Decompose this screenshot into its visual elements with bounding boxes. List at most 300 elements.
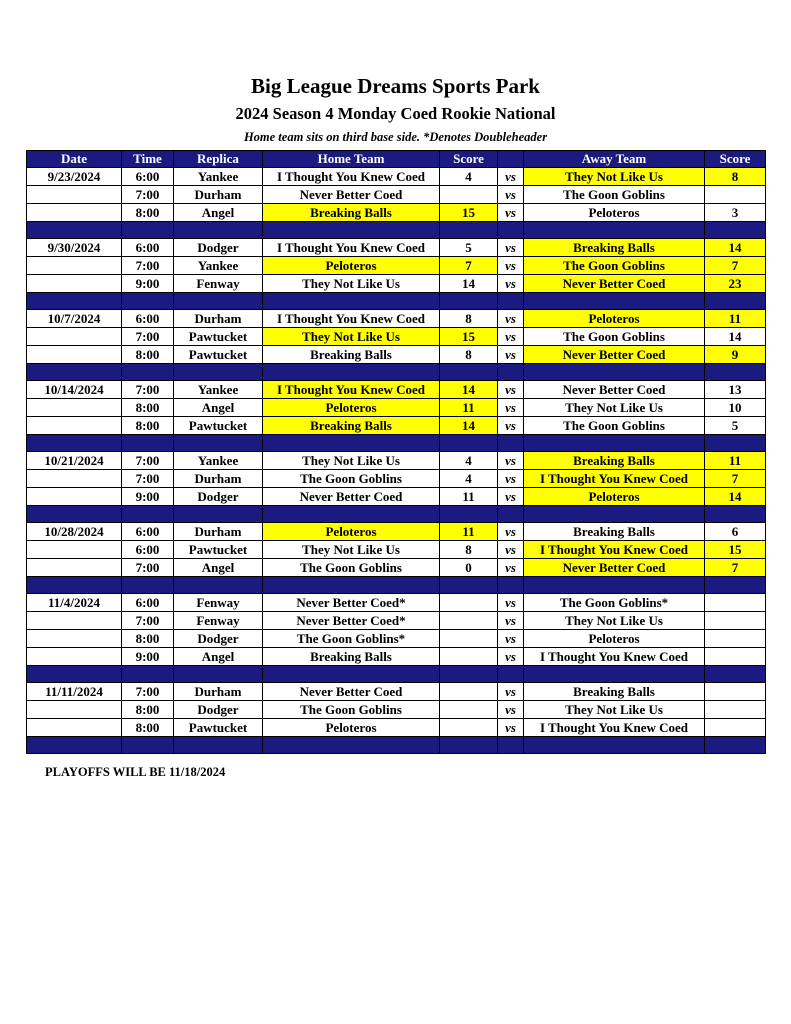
separator-cell [122,577,174,594]
cell-home-team: I Thought You Knew Coed [263,239,440,257]
separator-cell [27,666,122,683]
cell-date [27,559,122,577]
cell-vs: vs [498,168,524,186]
cell-date [27,470,122,488]
cell-date [27,204,122,222]
cell-replica: Durham [174,683,263,701]
cell-home-score: 5 [440,239,498,257]
cell-vs: vs [498,470,524,488]
cell-away-team: They Not Like Us [524,399,705,417]
separator-cell [498,577,524,594]
cell-vs: vs [498,186,524,204]
cell-time: 7:00 [122,186,174,204]
cell-home-team: Never Better Coed* [263,612,440,630]
cell-date: 10/21/2024 [27,452,122,470]
week-separator [27,666,766,683]
cell-vs: vs [498,612,524,630]
cell-home-score [440,612,498,630]
col-header-vs [498,151,524,168]
table-header-row [27,151,766,168]
cell-time: 7:00 [122,559,174,577]
cell-vs: vs [498,630,524,648]
separator-cell [440,737,498,754]
cell-home-team: Peloteros [263,257,440,275]
cell-date [27,612,122,630]
cell-replica: Durham [174,470,263,488]
cell-home-team: The Goon Goblins [263,559,440,577]
separator-cell [263,222,440,239]
separator-cell [263,293,440,310]
table-row [27,399,766,417]
cell-date [27,630,122,648]
cell-time: 9:00 [122,488,174,506]
cell-replica: Durham [174,523,263,541]
separator-cell [122,506,174,523]
table-row [27,381,766,399]
cell-time: 7:00 [122,470,174,488]
cell-away-team: I Thought You Knew Coed [524,648,705,666]
cell-date [27,257,122,275]
separator-cell [122,222,174,239]
cell-home-score: 14 [440,275,498,293]
cell-vs: vs [498,381,524,399]
separator-cell [705,293,766,310]
separator-cell [122,364,174,381]
schedule-table [26,150,766,754]
separator-cell [498,435,524,452]
cell-away-score: 23 [705,275,766,293]
cell-away-score [705,594,766,612]
separator-cell [524,364,705,381]
separator-cell [27,737,122,754]
col-header-away-team: Away Team [524,151,705,168]
cell-vs: vs [498,399,524,417]
cell-vs: vs [498,417,524,435]
separator-cell [122,293,174,310]
cell-replica: Pawtucket [174,719,263,737]
cell-time: 7:00 [122,683,174,701]
cell-away-team: They Not Like Us [524,168,705,186]
cell-replica: Fenway [174,275,263,293]
table-row [27,594,766,612]
cell-away-team: The Goon Goblins [524,257,705,275]
cell-home-score: 0 [440,559,498,577]
cell-away-score: 15 [705,541,766,559]
separator-cell [498,222,524,239]
cell-replica: Pawtucket [174,417,263,435]
separator-cell [27,577,122,594]
separator-cell [524,293,705,310]
cell-time: 8:00 [122,701,174,719]
separator-cell [122,666,174,683]
separator-cell [263,737,440,754]
cell-away-score: 14 [705,488,766,506]
cell-time: 6:00 [122,523,174,541]
cell-time: 6:00 [122,168,174,186]
separator-cell [440,222,498,239]
week-separator [27,293,766,310]
cell-away-score: 14 [705,239,766,257]
cell-date [27,328,122,346]
separator-cell [27,293,122,310]
cell-away-team: Never Better Coed [524,346,705,364]
cell-time: 8:00 [122,204,174,222]
cell-away-score [705,701,766,719]
cell-home-team: The Goon Goblins* [263,630,440,648]
cell-away-score: 11 [705,452,766,470]
cell-date: 10/28/2024 [27,523,122,541]
separator-cell [440,364,498,381]
table-row [27,239,766,257]
cell-home-score: 8 [440,346,498,364]
cell-date: 9/30/2024 [27,239,122,257]
page-title: Big League Dreams Sports Park [251,74,540,98]
cell-home-score: 7 [440,257,498,275]
cell-time: 7:00 [122,612,174,630]
table-row [27,523,766,541]
cell-replica: Angel [174,648,263,666]
separator-cell [263,435,440,452]
cell-date [27,719,122,737]
col-header-home-team: Home Team [263,151,440,168]
cell-home-team: Peloteros [263,719,440,737]
cell-vs: vs [498,488,524,506]
cell-home-score: 11 [440,523,498,541]
cell-away-team: The Goon Goblins [524,328,705,346]
cell-away-team: Breaking Balls [524,239,705,257]
cell-away-score [705,648,766,666]
playoffs-note: PLAYOFFS WILL BE 11/18/2024 [45,765,226,779]
cell-home-team: Peloteros [263,523,440,541]
separator-cell [174,435,263,452]
cell-home-team: Never Better Coed* [263,594,440,612]
page-subtitle: 2024 Season 4 Monday Coed Rookie National [235,104,556,123]
separator-cell [174,364,263,381]
cell-vs: vs [498,239,524,257]
cell-away-team: They Not Like Us [524,612,705,630]
cell-away-team: The Goon Goblins* [524,594,705,612]
cell-time: 7:00 [122,257,174,275]
separator-cell [174,222,263,239]
cell-replica: Yankee [174,452,263,470]
separator-cell [174,737,263,754]
cell-vs: vs [498,701,524,719]
separator-cell [524,737,705,754]
table-row [27,541,766,559]
cell-replica: Dodger [174,630,263,648]
cell-date: 11/4/2024 [27,594,122,612]
cell-away-score: 5 [705,417,766,435]
cell-away-score: 14 [705,328,766,346]
cell-replica: Yankee [174,381,263,399]
cell-time: 7:00 [122,452,174,470]
table-row [27,257,766,275]
cell-replica: Dodger [174,488,263,506]
cell-away-score: 7 [705,257,766,275]
separator-cell [498,666,524,683]
cell-home-score [440,648,498,666]
separator-cell [263,506,440,523]
separator-cell [440,435,498,452]
cell-home-score: 4 [440,470,498,488]
cell-time: 6:00 [122,541,174,559]
cell-replica: Dodger [174,701,263,719]
table-row [27,701,766,719]
cell-replica: Angel [174,204,263,222]
table-row [27,204,766,222]
cell-home-score [440,683,498,701]
cell-date [27,701,122,719]
cell-home-team: They Not Like Us [263,328,440,346]
cell-home-team: Never Better Coed [263,186,440,204]
cell-date: 10/7/2024 [27,310,122,328]
separator-cell [524,577,705,594]
cell-time: 8:00 [122,399,174,417]
cell-away-score: 3 [705,204,766,222]
cell-away-score [705,630,766,648]
cell-home-team: Never Better Coed [263,683,440,701]
separator-cell [440,293,498,310]
separator-cell [498,364,524,381]
cell-vs: vs [498,452,524,470]
cell-replica: Pawtucket [174,541,263,559]
cell-replica: Durham [174,186,263,204]
table-row [27,612,766,630]
week-separator [27,577,766,594]
col-header-date: Date [27,151,122,168]
cell-home-team: I Thought You Knew Coed [263,381,440,399]
separator-cell [174,293,263,310]
week-separator [27,737,766,754]
table-row [27,168,766,186]
cell-date: 11/11/2024 [27,683,122,701]
week-separator [27,435,766,452]
cell-vs: vs [498,541,524,559]
cell-away-team: Peloteros [524,488,705,506]
separator-cell [705,364,766,381]
cell-date: 10/14/2024 [27,381,122,399]
table-row [27,346,766,364]
cell-time: 8:00 [122,417,174,435]
cell-date [27,275,122,293]
table-row [27,417,766,435]
cell-home-score [440,186,498,204]
cell-home-team: Breaking Balls [263,346,440,364]
separator-cell [440,577,498,594]
separator-cell [705,577,766,594]
cell-home-team: They Not Like Us [263,541,440,559]
cell-home-score: 14 [440,417,498,435]
separator-cell [122,435,174,452]
cell-vs: vs [498,523,524,541]
cell-home-score [440,630,498,648]
cell-home-team: Peloteros [263,399,440,417]
separator-cell [705,737,766,754]
col-header-home-score: Score [440,151,498,168]
cell-away-score: 11 [705,310,766,328]
cell-away-team: The Goon Goblins [524,417,705,435]
separator-cell [27,506,122,523]
table-row [27,488,766,506]
separator-cell [263,364,440,381]
separator-cell [498,293,524,310]
cell-away-team: They Not Like Us [524,701,705,719]
schedule-note: Home team sits on third base side. *Denotes Doubleheader [243,130,548,144]
cell-replica: Angel [174,399,263,417]
cell-time: 7:00 [122,381,174,399]
cell-time: 6:00 [122,594,174,612]
separator-cell [498,506,524,523]
cell-date [27,488,122,506]
cell-home-score [440,719,498,737]
col-header-replica: Replica [174,151,263,168]
cell-vs: vs [498,683,524,701]
separator-cell [705,435,766,452]
cell-home-team: They Not Like Us [263,452,440,470]
separator-cell [122,737,174,754]
cell-home-score: 4 [440,452,498,470]
cell-away-score: 13 [705,381,766,399]
cell-away-score: 7 [705,470,766,488]
cell-date [27,399,122,417]
separator-cell [524,435,705,452]
cell-home-score: 11 [440,399,498,417]
cell-replica: Yankee [174,257,263,275]
cell-home-score: 15 [440,328,498,346]
separator-cell [524,666,705,683]
cell-away-score: 9 [705,346,766,364]
cell-away-team: Never Better Coed [524,381,705,399]
separator-cell [524,506,705,523]
cell-away-team: Breaking Balls [524,683,705,701]
table-row [27,186,766,204]
cell-date [27,541,122,559]
schedule-body [27,168,766,754]
cell-replica: Durham [174,310,263,328]
cell-vs: vs [498,346,524,364]
table-row [27,630,766,648]
cell-away-score: 8 [705,168,766,186]
cell-time: 8:00 [122,630,174,648]
cell-time: 7:00 [122,328,174,346]
cell-time: 9:00 [122,275,174,293]
cell-away-team: Peloteros [524,310,705,328]
cell-replica: Pawtucket [174,346,263,364]
separator-cell [263,577,440,594]
table-row [27,559,766,577]
cell-replica: Angel [174,559,263,577]
cell-vs: vs [498,648,524,666]
cell-time: 8:00 [122,346,174,364]
cell-time: 9:00 [122,648,174,666]
cell-date [27,648,122,666]
cell-away-team: The Goon Goblins [524,186,705,204]
cell-home-score: 8 [440,541,498,559]
cell-home-score: 15 [440,204,498,222]
table-row [27,719,766,737]
cell-vs: vs [498,257,524,275]
cell-time: 6:00 [122,310,174,328]
cell-replica: Yankee [174,168,263,186]
separator-cell [174,577,263,594]
cell-away-team: I Thought You Knew Coed [524,719,705,737]
cell-home-score: 4 [440,168,498,186]
cell-away-team: Breaking Balls [524,452,705,470]
cell-replica: Dodger [174,239,263,257]
separator-cell [27,364,122,381]
table-row [27,470,766,488]
table-row [27,648,766,666]
separator-cell [705,222,766,239]
separator-cell [498,737,524,754]
week-separator [27,506,766,523]
separator-cell [440,506,498,523]
cell-away-score [705,186,766,204]
cell-away-team: Breaking Balls [524,523,705,541]
separator-cell [174,666,263,683]
col-header-away-score: Score [705,151,766,168]
separator-cell [524,222,705,239]
cell-home-team: The Goon Goblins [263,701,440,719]
cell-away-team: Never Better Coed [524,559,705,577]
cell-away-team: Peloteros [524,630,705,648]
week-separator [27,222,766,239]
cell-vs: vs [498,719,524,737]
cell-vs: vs [498,328,524,346]
cell-away-team: I Thought You Knew Coed [524,541,705,559]
table-row [27,310,766,328]
cell-home-team: I Thought You Knew Coed [263,168,440,186]
cell-replica: Fenway [174,612,263,630]
separator-cell [705,506,766,523]
cell-home-score: 8 [440,310,498,328]
separator-cell [705,666,766,683]
cell-time: 8:00 [122,719,174,737]
col-header-time: Time [122,151,174,168]
table-row [27,683,766,701]
separator-cell [440,666,498,683]
separator-cell [27,222,122,239]
cell-away-score [705,719,766,737]
cell-home-score [440,701,498,719]
separator-cell [263,666,440,683]
table-row [27,328,766,346]
cell-home-team: Breaking Balls [263,417,440,435]
cell-away-score: 10 [705,399,766,417]
cell-away-score [705,612,766,630]
cell-vs: vs [498,275,524,293]
cell-vs: vs [498,204,524,222]
cell-home-team: Breaking Balls [263,648,440,666]
cell-away-team: Never Better Coed [524,275,705,293]
cell-away-score: 6 [705,523,766,541]
week-separator [27,364,766,381]
cell-date [27,417,122,435]
cell-time: 6:00 [122,239,174,257]
table-row [27,452,766,470]
cell-away-score [705,683,766,701]
cell-replica: Pawtucket [174,328,263,346]
cell-date: 9/23/2024 [27,168,122,186]
cell-home-score [440,594,498,612]
cell-vs: vs [498,594,524,612]
cell-home-team: They Not Like Us [263,275,440,293]
cell-date [27,186,122,204]
table-row [27,275,766,293]
cell-replica: Fenway [174,594,263,612]
cell-home-team: The Goon Goblins [263,470,440,488]
cell-home-team: Never Better Coed [263,488,440,506]
